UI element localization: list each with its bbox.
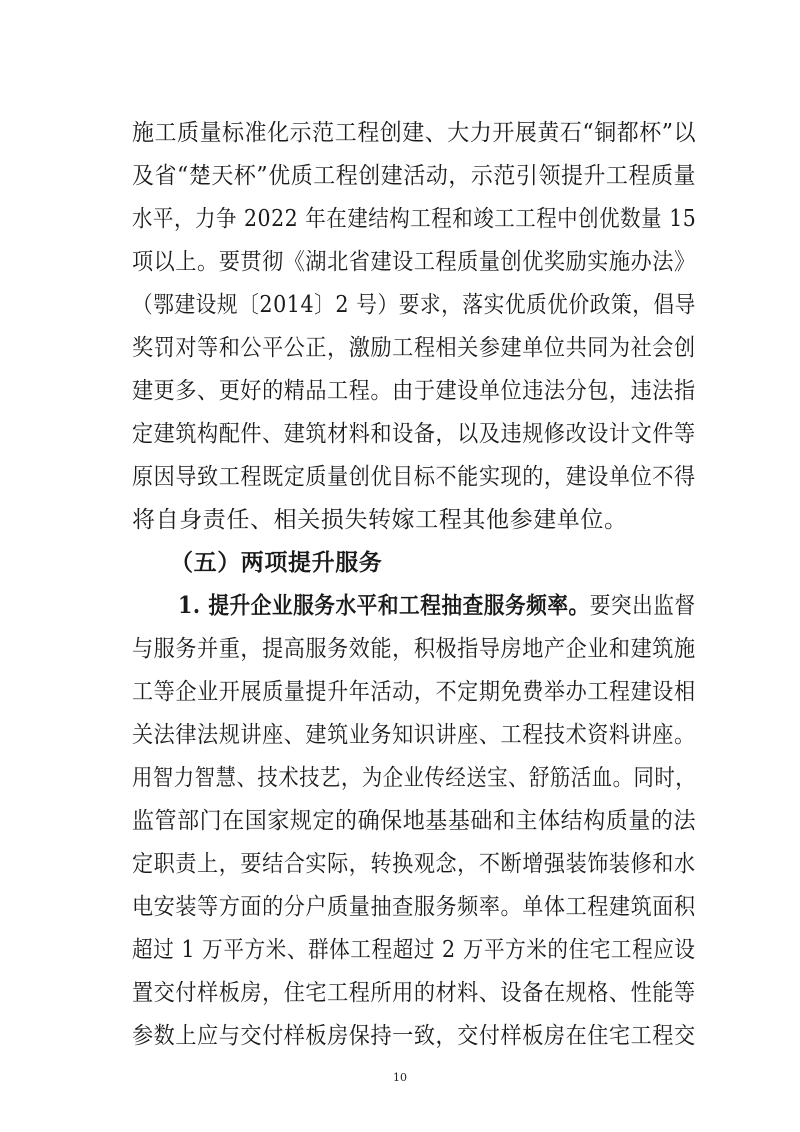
text-line: 与服务并重，提高服务效能，积极指导房地产企业和建筑施 (132, 636, 696, 662)
text-line: 建更多、更好的精品工程。由于建设单位违法分包，违法指 (132, 378, 696, 404)
section-heading: （五）两项提升服务 (170, 549, 383, 576)
text-line: 超过 1 万平方米、群体工程超过 2 万平方米的住宅工程应设 (132, 937, 696, 963)
text-line: 监管部门在国家规定的确保地基基础和主体结构质量的法 (132, 808, 696, 834)
text-line: 将自身责任、相关损失转嫁工程其他参建单位。 (132, 507, 628, 533)
text-line: 置交付样板房，住宅工程所用的材料、设备在规格、性能等 (132, 980, 696, 1006)
text-line: 定职责上，要结合实际，转换观念，不断增强装饰装修和水 (132, 851, 696, 877)
text-line: 原因导致工程既定质量创优目标不能实现的，建设单位不得 (132, 464, 696, 490)
text-line: 用智力智慧、技术技艺，为企业传经送宝、舒筋活血。同时， (132, 765, 697, 791)
page-number: 10 (393, 1071, 407, 1084)
text-line: 工等企业开展质量提升年活动，不定期免费举办工程建设相 (132, 679, 696, 705)
text-line: 参数上应与交付样板房保持一致，交付样板房在住宅工程交 (132, 1023, 696, 1049)
text-line: 项以上。要贯彻《湖北省建设工程质量创优奖励实施办法》 (132, 249, 696, 275)
subheading-line (178, 592, 696, 620)
text-line: 及省“楚天杯”优质工程创建活动，示范引领提升工程质量 (132, 163, 697, 189)
subheading-rest: 要突出监督 (589, 593, 696, 619)
text-line: 施工质量标准化示范工程创建、大力开展黄石“铜都杯”以 (132, 120, 697, 146)
subheading: 1. 提升企业服务水平和工程抽查服务频率。 (178, 592, 590, 619)
text-line: 奖罚对等和公平公正，激励工程相关参建单位共同为社会创 (132, 335, 696, 361)
text-line: 水平，力争 2022 年在建结构工程和竣工工程中创优数量 15 (132, 206, 697, 232)
text-line: 关法律法规讲座、建筑业务知识讲座、工程技术资料讲座。 (132, 722, 696, 748)
text-line: （鄂建设规〔2014〕2 号）要求，落实优质优价政策，倡导 (132, 292, 696, 318)
text-line: 定建筑构配件、建筑材料和设备，以及违规修改设计文件等 (132, 421, 696, 447)
text-line: 电安装等方面的分户质量抽查服务频率。单体工程建筑面积 (132, 894, 696, 920)
